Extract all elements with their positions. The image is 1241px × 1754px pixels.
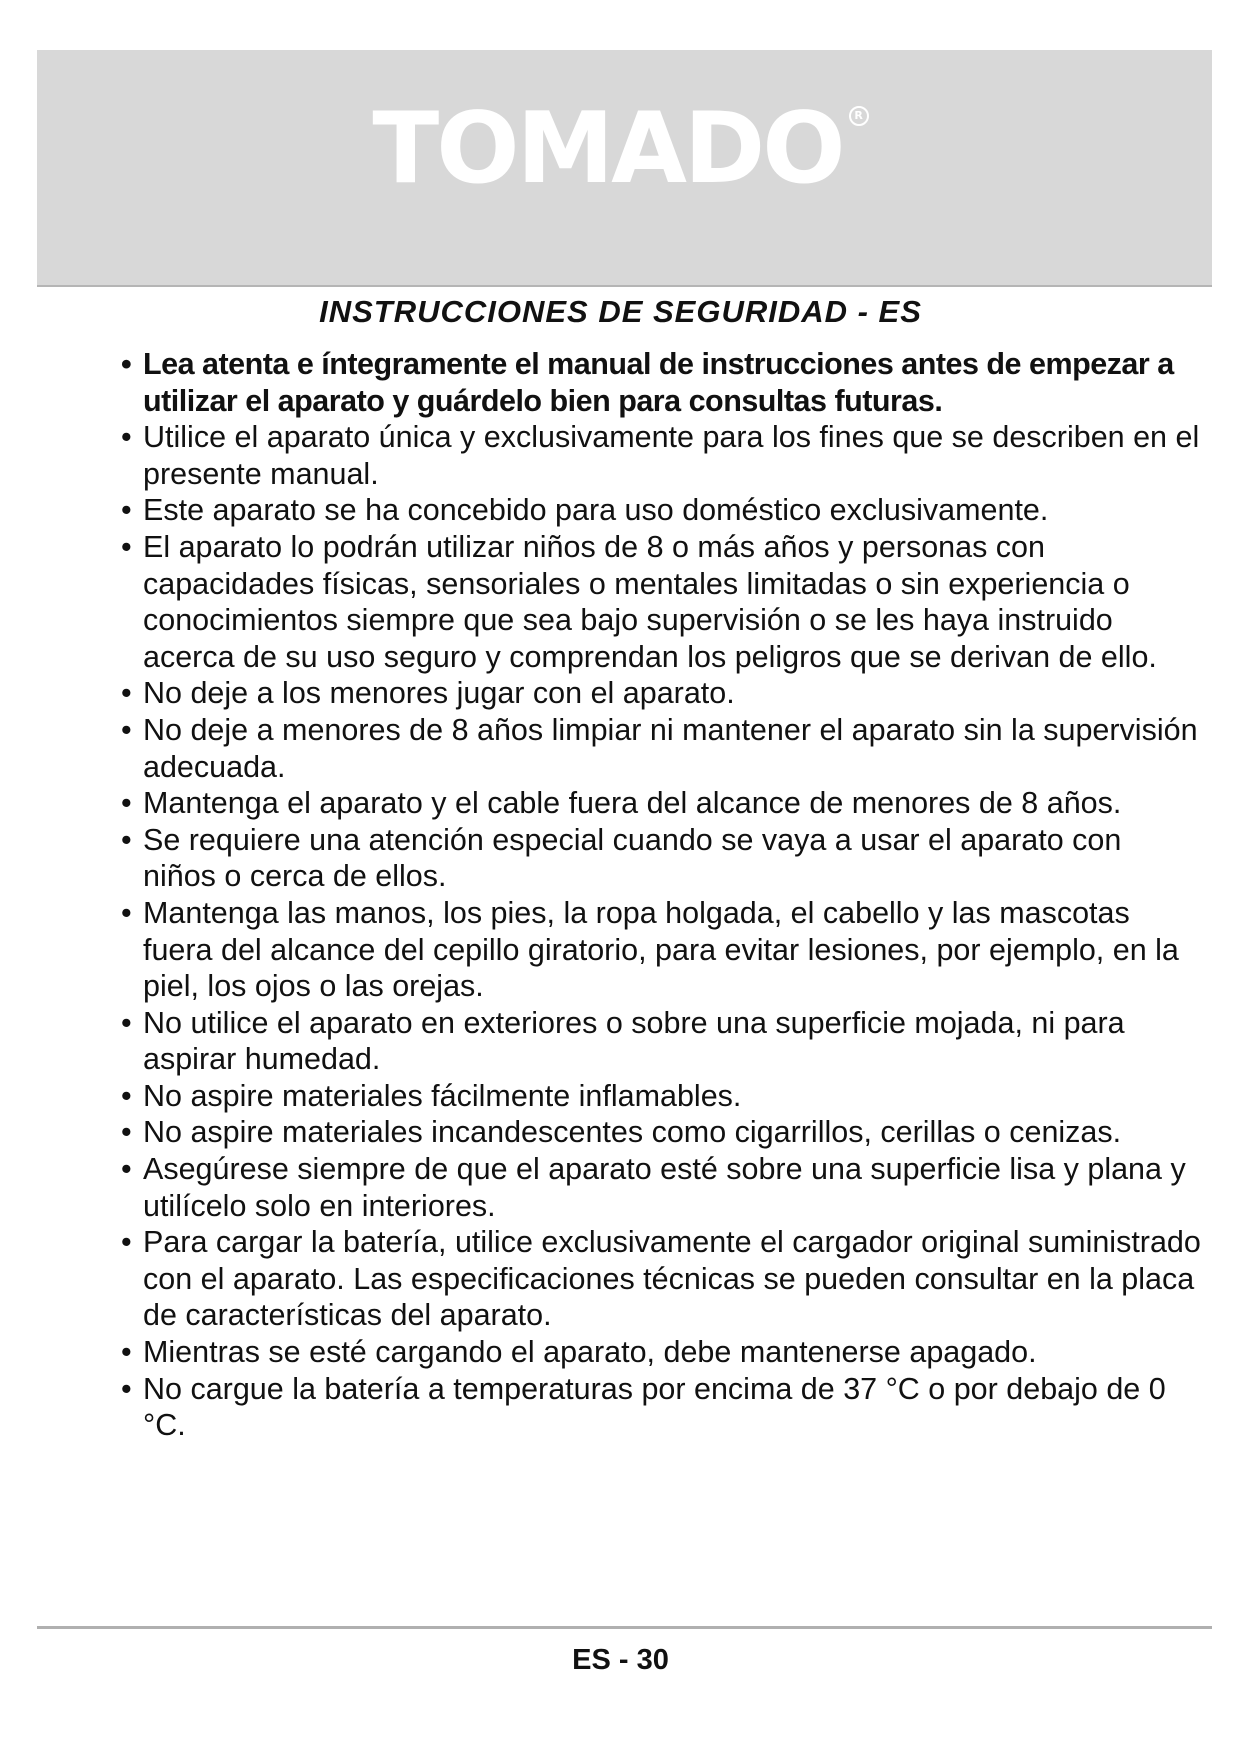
list-item: • El aparato lo podrán utilizar niños de 8 o más años y personas con capacidades físicas, sensoriales o mentales limitadas o sin experiencia o conocimientos siempre que sea bajo supervisión o se les haya instruido acerca de su uso seguro y comprendan los peligros que se derivan de ello. — [121, 529, 1201, 675]
section-title: INSTRUCCIONES DE SEGURIDAD - ES — [319, 294, 922, 329]
list-item: • No deje a menores de 8 años limpiar ni mantener el aparato sin la supervisión adecuada. — [121, 712, 1201, 785]
list-item: • Mantenga las manos, los pies, la ropa holgada, el cabello y las mascotas fuera del alcance del cepillo giratorio, para evitar lesiones, por ejemplo, en la piel, los ojos o las orejas. — [121, 895, 1201, 1005]
safety-instructions-list — [121, 346, 1201, 1444]
list-item: • Se requiere una atención especial cuando se vaya a usar el aparato con niños o cerca de ellos. — [121, 822, 1201, 895]
list-item: • No utilice el aparato en exteriores o sobre una superficie mojada, ni para aspirar humedad. — [121, 1005, 1201, 1078]
list-item: • No deje a los menores jugar con el aparato. — [121, 675, 1201, 712]
brand-name: TOMADO — [372, 92, 843, 206]
list-item: • Este aparato se ha concebido para uso doméstico exclusivamente. — [121, 492, 1201, 529]
list-item: • Mantenga el aparato y el cable fuera del alcance de menores de 8 años. — [121, 785, 1201, 822]
footer-divider — [37, 1626, 1212, 1629]
registered-mark-icon: R — [849, 106, 869, 126]
page-number: ES - 30 — [572, 1644, 669, 1676]
list-item: • No aspire materiales incandescentes como cigarrillos, cerillas o cenizas. — [121, 1114, 1201, 1151]
list-item: • Para cargar la batería, utilice exclusivamente el cargador original suministrado con el aparato. Las especificaciones técnicas se pueden consultar en la placa de características del aparato. — [121, 1224, 1201, 1334]
list-item: • No cargue la batería a temperaturas por encima de 37 °C o por debajo de 0 °C. — [121, 1371, 1201, 1444]
list-item: • Lea atenta e íntegramente el manual de instrucciones antes de empezar a utilizar el aparato y guárdelo bien para consultas futuras. — [121, 346, 1201, 419]
list-item: • Mientras se esté cargando el aparato, debe mantenerse apagado. — [121, 1334, 1201, 1371]
list-item: • Utilice el aparato única y exclusivamente para los fines que se describen en el presente manual. — [121, 419, 1201, 492]
list-item: • Asegúrese siempre de que el aparato esté sobre una superficie lisa y plana y utilícelo solo en interiores. — [121, 1151, 1201, 1224]
brand-logo — [0, 92, 1241, 206]
list-item: • No aspire materiales fácilmente inflamables. — [121, 1078, 1201, 1115]
